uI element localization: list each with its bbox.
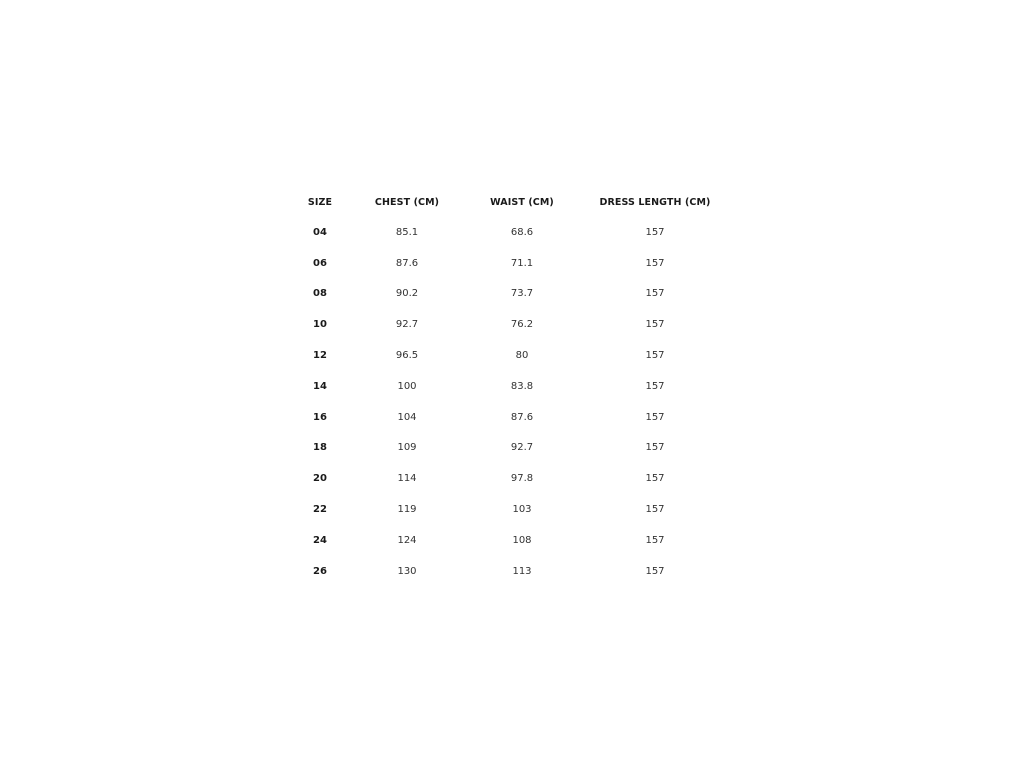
dress-length-cell: 157: [645, 319, 665, 331]
size-cell: 18: [313, 442, 327, 454]
size-cell: 20: [313, 473, 327, 485]
chest-cell: 109: [397, 442, 417, 454]
table-row: [292, 217, 732, 248]
chest-cell: 119: [397, 504, 417, 516]
table-row: [292, 402, 732, 433]
waist-cell: 73.7: [510, 288, 534, 300]
table-row: [292, 463, 732, 494]
waist-cell: 83.8: [510, 380, 534, 392]
dress-length-cell: 157: [645, 257, 665, 269]
waist-cell: 87.6: [510, 411, 534, 423]
size-cell: 14: [313, 380, 327, 392]
size-chart-header: [292, 187, 732, 217]
table-row: [292, 309, 732, 340]
waist-cell: 68.6: [510, 226, 534, 238]
header-row: [292, 187, 732, 217]
table-row: [292, 525, 732, 556]
chest-cell: 124: [397, 534, 417, 546]
waist-cell: 113: [512, 565, 532, 577]
waist-cell: 108: [512, 534, 532, 546]
dress-length-cell: 157: [645, 288, 665, 300]
size-chart-table: [292, 187, 732, 587]
chest-cell: 85.1: [395, 226, 419, 238]
dress-length-cell: 157: [645, 411, 665, 423]
dress-length-cell: 157: [645, 565, 665, 577]
header-waist: WAIST (CM): [490, 196, 554, 208]
size-cell: 16: [313, 411, 327, 423]
waist-cell: 103: [512, 504, 532, 516]
size-cell: 04: [313, 226, 327, 238]
dress-length-cell: 157: [645, 534, 665, 546]
dress-length-cell: 157: [645, 504, 665, 516]
table-row: [292, 340, 732, 371]
chest-cell: 100: [397, 380, 417, 392]
size-cell: 24: [313, 534, 327, 546]
dress-length-cell: 157: [645, 226, 665, 238]
dress-length-cell: 157: [645, 380, 665, 392]
table-row: [292, 556, 732, 587]
waist-cell: 92.7: [510, 442, 534, 454]
header-size: SIZE: [307, 196, 333, 208]
dress-length-cell: 157: [645, 350, 665, 362]
waist-cell: 80: [515, 350, 529, 362]
size-cell: 06: [313, 257, 327, 269]
size-chart-body: [292, 217, 732, 587]
table-row: [292, 248, 732, 279]
waist-cell: 97.8: [510, 473, 534, 485]
chest-cell: 130: [397, 565, 417, 577]
size-cell: 22: [313, 504, 327, 516]
table-row: [292, 371, 732, 402]
waist-cell: 76.2: [510, 319, 534, 331]
size-cell: 26: [313, 565, 327, 577]
table-row: [292, 433, 732, 464]
table-row: [292, 494, 732, 525]
header-chest: CHEST (CM): [374, 196, 440, 208]
size-cell: 12: [313, 350, 327, 362]
chest-cell: 96.5: [395, 350, 419, 362]
dress-length-cell: 157: [645, 442, 665, 454]
waist-cell: 71.1: [510, 257, 534, 269]
dress-length-cell: 157: [645, 473, 665, 485]
chest-cell: 104: [397, 411, 417, 423]
chest-cell: 87.6: [395, 257, 419, 269]
table-row: [292, 279, 732, 310]
chest-cell: 92.7: [395, 319, 419, 331]
chest-cell: 114: [397, 473, 417, 485]
size-cell: 10: [313, 319, 327, 331]
chest-cell: 90.2: [395, 288, 419, 300]
header-dress-length: DRESS LENGTH (CM): [599, 196, 711, 208]
size-cell: 08: [313, 288, 327, 300]
